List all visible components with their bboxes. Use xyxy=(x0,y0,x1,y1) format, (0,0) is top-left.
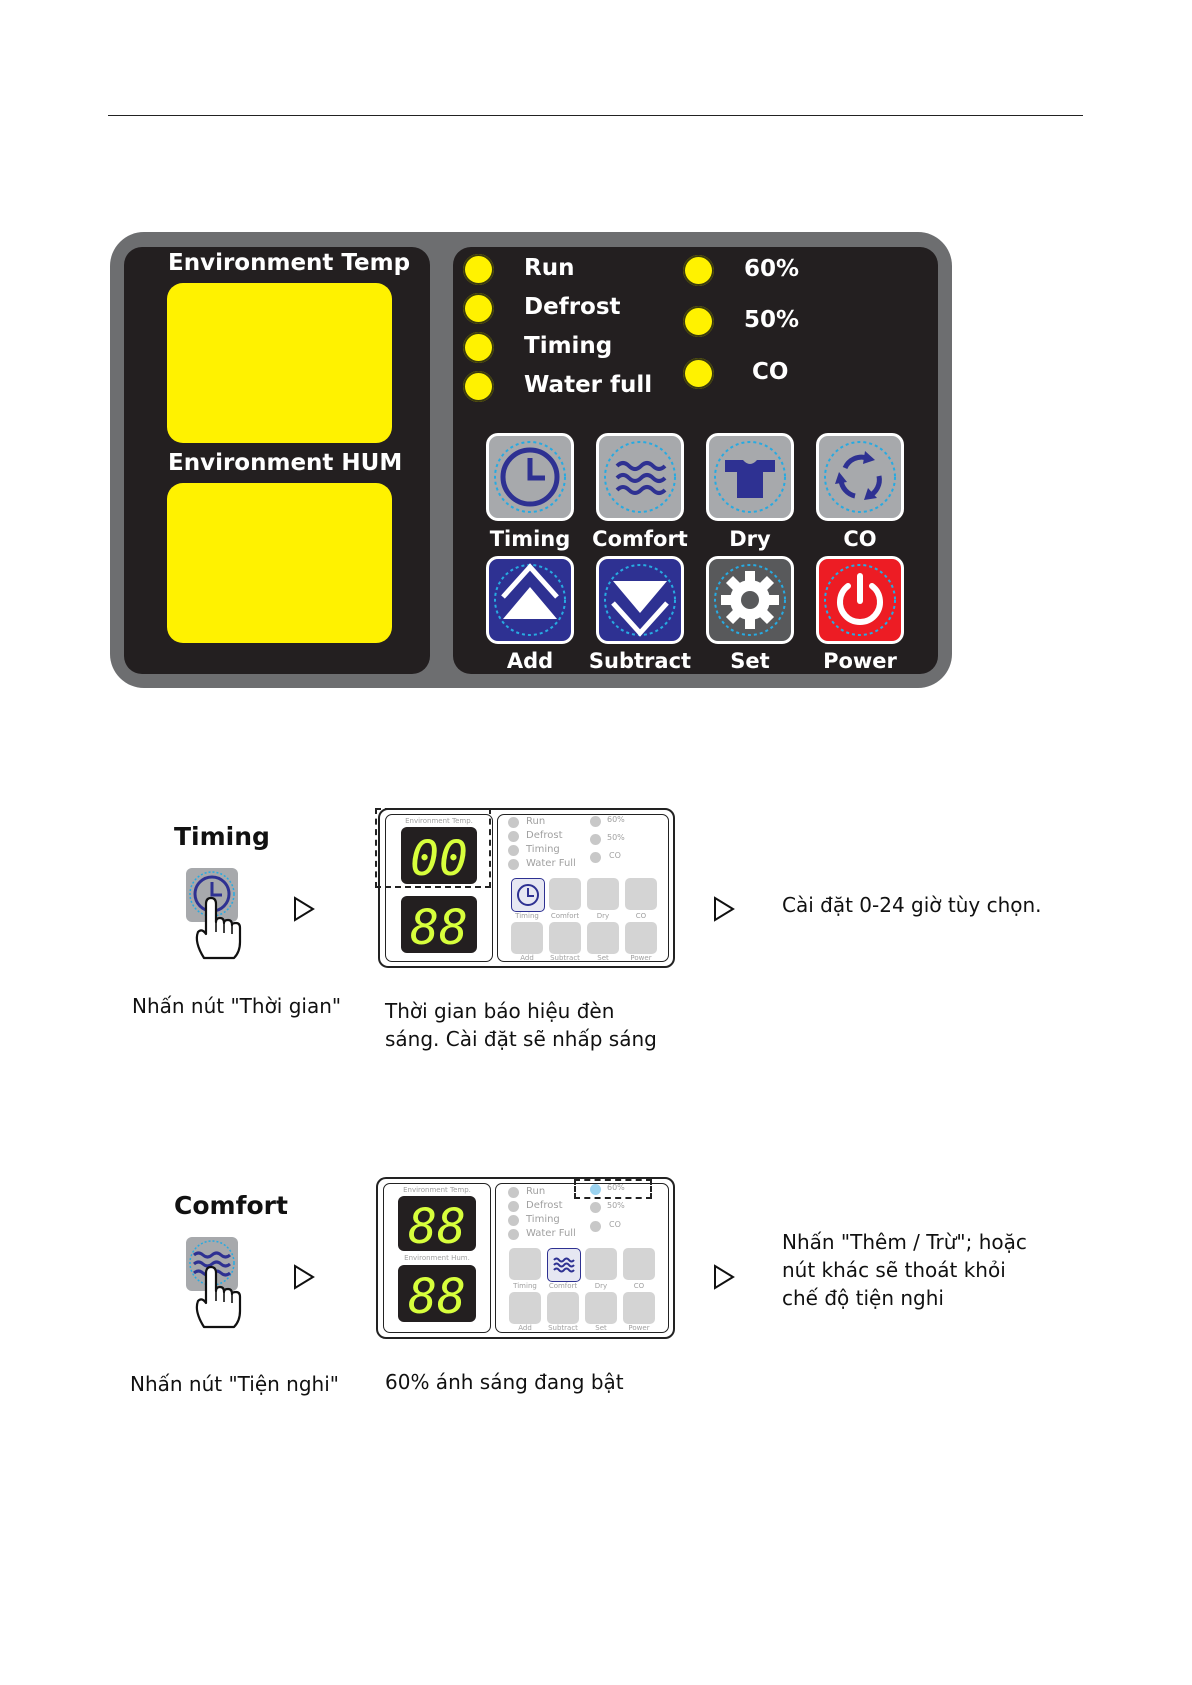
timing-led xyxy=(463,332,494,363)
mini-timing-led xyxy=(508,1215,519,1226)
60-label: 60% xyxy=(744,256,800,282)
chevron-down-icon xyxy=(601,561,679,639)
water-full-led xyxy=(463,371,494,402)
mini-timing-label: Timing xyxy=(526,1214,560,1225)
svg-text:00: 00 xyxy=(410,831,468,884)
comfort-hum-display xyxy=(398,1265,476,1322)
svg-text:88: 88 xyxy=(408,1269,466,1322)
mini-subtract-btn-label: Subtract xyxy=(550,954,580,962)
mini-defrost-label: Defrost xyxy=(526,1200,563,1211)
comfort-button[interactable] xyxy=(596,433,684,521)
timing-indicator-caption-1: Thời gian báo hiệu đèn xyxy=(385,999,615,1023)
cycle-arrows-icon xyxy=(821,438,899,516)
add-button-label: Add xyxy=(506,649,554,673)
comfort-result-1: Nhấn "Thêm / Trừ"; hoặc xyxy=(782,1230,1027,1254)
comfort-result-2: nút khác sẽ thoát khỏi xyxy=(782,1258,1006,1282)
mini-waves-icon xyxy=(548,1249,580,1281)
mini-co-button xyxy=(623,1248,655,1280)
run-led xyxy=(463,254,494,285)
co-led xyxy=(683,358,714,389)
timing-seven-seg-bottom xyxy=(401,896,477,953)
arrow-right-icon xyxy=(713,1264,735,1290)
mini-timing-led xyxy=(508,845,519,856)
arrow-right-icon xyxy=(293,896,315,922)
mini-comfort-btn-label: Comfort xyxy=(550,912,580,920)
timing-button-label: Timing xyxy=(489,527,571,551)
power-icon xyxy=(821,561,899,639)
co-button-label: CO xyxy=(843,527,877,551)
defrost-label: Defrost xyxy=(524,294,621,320)
mini-dry-btn-label: Dry xyxy=(594,1282,608,1290)
mini-add-button xyxy=(509,1292,541,1324)
env-temp-display xyxy=(167,283,392,443)
arrow-right-icon xyxy=(713,896,735,922)
mini-defrost-label: Defrost xyxy=(526,830,563,841)
mini-power-button xyxy=(623,1292,655,1324)
dry-button-label: Dry xyxy=(729,527,771,551)
water-full-label: Water full xyxy=(524,372,653,398)
co-button[interactable] xyxy=(816,433,904,521)
set-button[interactable] xyxy=(706,556,794,644)
timing-result: Cài đặt 0-24 giờ tùy chọn. xyxy=(782,893,1042,917)
mini-clock-icon xyxy=(512,879,544,911)
co-label: CO xyxy=(752,359,789,385)
mini-co-btn-label: CO xyxy=(633,1282,645,1290)
timing-temp-display xyxy=(401,827,477,884)
mini-60-label: 60% xyxy=(607,815,625,824)
shirt-icon xyxy=(711,438,789,516)
mini-power-button xyxy=(625,922,657,954)
mini-add-button xyxy=(511,922,543,954)
mini-set-button xyxy=(585,1292,617,1324)
mini-60-led xyxy=(590,816,601,827)
chevron-up-icon xyxy=(491,561,569,639)
mini-dry-button xyxy=(585,1248,617,1280)
mini-dry-btn-label: Dry xyxy=(596,912,610,920)
timing-indicator-caption-2: sáng. Cài đặt sẽ nhấp sáng xyxy=(385,1027,657,1051)
hand-press-clock-icon xyxy=(182,866,246,962)
mini-co-led xyxy=(590,852,601,863)
timing-press-caption: Nhấn nút "Thời gian" xyxy=(132,994,342,1018)
env-hum-label: Environment HUM xyxy=(168,450,403,476)
mini-co-button xyxy=(625,878,657,910)
50-led xyxy=(683,306,714,337)
timing-seven-seg-top xyxy=(401,827,477,884)
mini-comfort-btn-label: Comfort xyxy=(548,1282,578,1290)
power-button[interactable] xyxy=(816,556,904,644)
mini-50-led xyxy=(590,1202,601,1213)
mini-60-led-on xyxy=(590,1184,601,1195)
50-label: 50% xyxy=(744,307,800,333)
subtract-button-label: Subtract xyxy=(588,649,692,673)
set-button-label: Set xyxy=(730,649,770,673)
timing-press-illustration xyxy=(182,866,246,962)
mini-50-label: 50% xyxy=(607,1201,625,1210)
mini-timing-button xyxy=(509,1248,541,1280)
subtract-button[interactable] xyxy=(596,556,684,644)
mini-waterfull-led xyxy=(508,1229,519,1240)
comfort-seven-seg-top xyxy=(398,1196,476,1251)
env-temp-label: Environment Temp xyxy=(168,250,411,276)
comfort-seven-seg-bottom xyxy=(398,1265,476,1322)
timing-hum-display xyxy=(401,896,477,953)
mini-defrost-led xyxy=(508,1201,519,1212)
mini-co-label: CO xyxy=(609,851,621,860)
mini-run-label: Run xyxy=(526,816,546,827)
mini-comfort-button xyxy=(547,1248,581,1282)
timing-step-title: Timing xyxy=(174,822,270,851)
mini-co-led xyxy=(590,1221,601,1232)
mini-timing-label: Timing xyxy=(526,844,560,855)
dry-button[interactable] xyxy=(706,433,794,521)
mini-run-label: Run xyxy=(526,1186,546,1197)
mini-timing-btn-label: Timing xyxy=(515,912,539,920)
mini-add-btn-label: Add xyxy=(520,954,534,962)
mini-waterfull-label: Water Full xyxy=(526,1228,576,1239)
comfort-press-caption: Nhấn nút "Tiện nghi" xyxy=(130,1372,339,1396)
mini-set-btn-label: Set xyxy=(595,1324,607,1332)
comfort-step-title: Comfort xyxy=(174,1191,288,1220)
mini-set-btn-label: Set xyxy=(597,954,609,962)
mini-timing-btn-label: Timing xyxy=(513,1282,537,1290)
mini-power-btn-label: Power xyxy=(630,954,652,962)
power-button-label: Power xyxy=(823,649,897,673)
hand-press-waves-icon xyxy=(182,1235,246,1331)
arrow-right-icon xyxy=(293,1264,315,1290)
comfort-temp-display xyxy=(398,1196,476,1251)
comfort-press-illustration xyxy=(182,1235,246,1331)
comfort-result-3: chế độ tiện nghi xyxy=(782,1286,944,1310)
timing-label: Timing xyxy=(524,333,613,359)
mini-timing-button xyxy=(511,878,545,912)
mini-run-led xyxy=(508,1187,519,1198)
mini-waterfull-led xyxy=(508,859,519,870)
header-rule xyxy=(108,115,1083,116)
mini-co-btn-label: CO xyxy=(635,912,647,920)
mini-subtract-button xyxy=(549,922,581,954)
mini-waterfull-label: Water Full xyxy=(526,858,576,869)
60-led xyxy=(683,255,714,286)
env-hum-display xyxy=(167,483,392,643)
gear-icon xyxy=(711,561,789,639)
add-button[interactable] xyxy=(486,556,574,644)
mini-env-temp-label: Environment Temp. xyxy=(405,817,473,825)
mini-60-label: 60% xyxy=(607,1183,625,1192)
svg-text:88: 88 xyxy=(410,900,468,953)
mini-add-btn-label: Add xyxy=(518,1324,532,1332)
mini-subtract-button xyxy=(547,1292,579,1324)
comfort-button-label: Comfort xyxy=(592,527,688,551)
mini-env-hum-label: Environment Hum. xyxy=(404,1254,470,1262)
clock-icon xyxy=(491,438,569,516)
mini-50-led xyxy=(590,834,601,845)
mini-power-btn-label: Power xyxy=(628,1324,650,1332)
mini-defrost-led xyxy=(508,831,519,842)
timing-button[interactable] xyxy=(486,433,574,521)
mini-dry-button xyxy=(587,878,619,910)
mini-set-button xyxy=(587,922,619,954)
mini-50-label: 50% xyxy=(607,833,625,842)
mini-env-temp-label: Environment Temp. xyxy=(403,1186,471,1194)
mini-co-label: CO xyxy=(609,1220,621,1229)
comfort-indicator-caption: 60% ánh sáng đang bật xyxy=(385,1370,624,1394)
waves-icon xyxy=(601,438,679,516)
svg-text:88: 88 xyxy=(408,1199,466,1251)
defrost-led xyxy=(463,293,494,324)
mini-subtract-btn-label: Subtract xyxy=(548,1324,578,1332)
run-label: Run xyxy=(524,255,575,281)
mini-run-led xyxy=(508,817,519,828)
mini-comfort-button xyxy=(549,878,581,910)
